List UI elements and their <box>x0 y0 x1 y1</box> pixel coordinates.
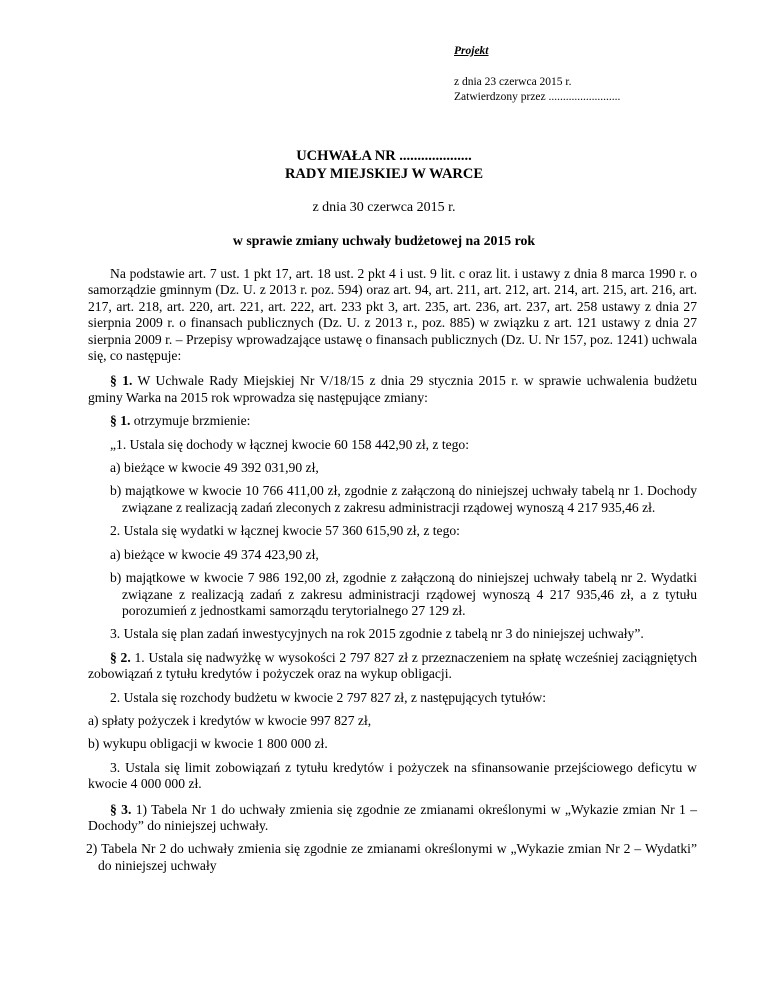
draft-date: z dnia 23 czerwca 2015 r. <box>454 76 572 88</box>
section-3-item-2: 2) Tabela Nr 2 do uchwały zmienia się zgodnie ze zmianami określonymi w „Wykazie zmian Nr 2 – Wydatki” do niniejszej uchwały <box>86 841 697 873</box>
section-2-label: § 2. <box>110 649 131 665</box>
expenses-capital: b) majątkowe w kwocie 7 986 192,00 zł, zgodnie z załączoną do niniejszej uchwały tabelą nr 2. Wydatki związane z realizacją zadań z zakresu administracji rządowej wynoszą 4 217 935,46 zł, a z tytułu porozumień z jednostkami samorządu terytorialnego 27 129 zł. <box>110 570 697 618</box>
projekt-label: Projekt <box>454 45 489 57</box>
expenses-total: 2. Ustala się wydatki w łącznej kwocie 57 360 615,90 zł, z tego: <box>110 523 460 539</box>
income-current: a) bieżące w kwocie 49 392 031,90 zł, <box>110 460 319 476</box>
resolution-number: UCHWAŁA NR .................... <box>296 148 472 164</box>
section-2-item-2b: b) wykupu obligacji w kwocie 1 800 000 zł. <box>88 736 328 752</box>
income-total: „1. Ustala się dochody w łącznej kwocie 60 158 442,90 zł, z tego: <box>110 436 469 452</box>
resolution-body <box>88 266 697 874</box>
preamble: Na podstawie art. 7 ust. 1 pkt 17, art. 18 ust. 2 pkt 4 i ust. 9 lit. c oraz lit. i ustawy z dnia 8 marca 1990 r. o samorządzie gminnym (Dz. U. z 2013 r. poz. 594) oraz art. 94, art. 211, art. 212, art. 214, art. 215, art. 216, art. 217, art. 218, art. 220, art. 221, art. 222, art. 233 pkt 3, art. 235, art. 236, art. 237, art. 258 ustawy z dnia 27 sierpnia 2009 r. o finansach publicznych (Dz. U. z 2013 r., poz. 885) w związku z art. 121 ustawy z dnia 27 sierpnia 2009 r. – Przepisy wprowadzające ustawę o finansach publicznych (Dz. U. Nr 157, poz. 1241) uchwala się, co następuje: <box>88 266 697 364</box>
resolution-subject: w sprawie zmiany uchwały budżetowej na 2015 rok <box>232 233 536 248</box>
approved-by: Zatwierdzony przez ......................... <box>454 91 621 103</box>
section-3: § 3. 1) Tabela Nr 1 do uchwały zmienia się zgodnie ze zmianami określonymi w „Wykazie zmian Nr 1 – Dochody” do niniejszej uchwały. <box>88 801 697 833</box>
section-1b-label: § 1. <box>110 413 131 429</box>
section-1-amendment: § 1. otrzymuje brzmienie: <box>110 413 251 429</box>
section-1: § 1. W Uchwale Rady Miejskiej Nr V/18/15 z dnia 29 stycznia 2015 r. w sprawie uchwalenia budżetu gminy Warka na 2015 rok wprowadza się następujące zmiany: <box>88 373 698 405</box>
section-2-item-2: 2. Ustala się rozchody budżetu w kwocie 2 797 827 zł, z następujących tytułów: <box>110 689 547 705</box>
resolution-date: z dnia 30 czerwca 2015 r. <box>312 200 456 215</box>
section-1-label: § 1. <box>110 373 133 389</box>
section-2-item-3: 3. Ustala się limit zobowiązań z tytułu kredytów i pożyczek na sfinansowanie przejściowego deficytu w kwocie 4 000 000 zł. <box>88 759 697 792</box>
section-3-label: § 3. <box>110 801 132 817</box>
section-2-item-2a: a) spłaty pożyczek i kredytów w kwocie 997 827 zł, <box>88 712 372 728</box>
investment-plan: 3. Ustala się plan zadań inwestycyjnych na rok 2015 zgodnie z tabelą nr 3 do niniejszej uchwały”. <box>110 626 644 642</box>
section-2: § 2. 1. Ustala się nadwyżkę w wysokości 2 797 827 zł z przeznaczeniem na spłatę wcześniej zaciągniętych zobowiązań z tytułu kredytów i pożyczek oraz na wykup obligacji. <box>88 649 697 682</box>
council-name: RADY MIEJSKIEJ W WARCE <box>284 166 484 182</box>
header-meta <box>454 44 620 105</box>
income-capital: b) majątkowe w kwocie 10 766 411,00 zł, zgodnie z załączoną do niniejszej uchwały tabelą nr 1. Dochody związane z realizacją zadań zleconych z zakresu administracji rządowej wynoszą 4 217 935,46 zł. <box>110 483 697 515</box>
expenses-current: a) bieżące w kwocie 49 374 423,90 zł, <box>110 546 319 562</box>
